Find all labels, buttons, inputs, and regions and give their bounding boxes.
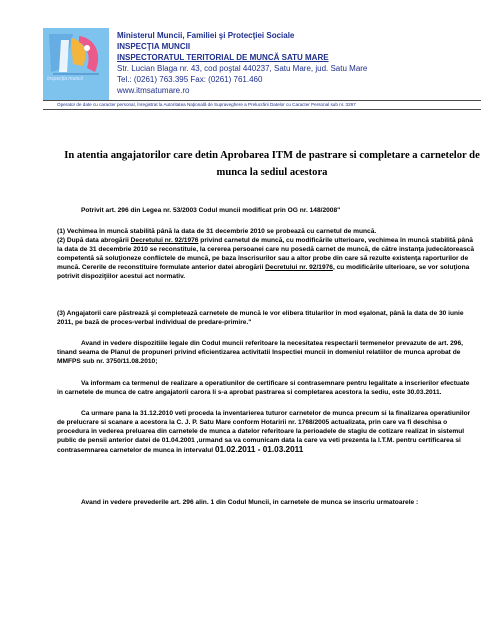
legal-basis [57,206,477,215]
paragraph-1 [57,227,477,236]
itm-logo [43,28,109,100]
inspection-name: INSPECŢIA MUNCII [117,42,191,51]
ministry-name: Ministerul Muncii, Familiei şi Protecţiei Sociale [117,31,295,40]
paragraph-5 [57,379,477,397]
paragraph-6-body: Ca urmare pana la 31.12.2010 veti proceda la inventarierea tuturor carnetelor de munca precum si la finalizarea operatiunilor de prelucrare si scanare a acestora la C. J. P. Satu Mare conform Hotaririi nr. 1768/2005 actualizata, prin care va fi deschisa o procedura in vederea preluarea din carnetele de munca a datelor referitoare la perioadele de stagiu de cotizare realizat in sistemul public de pensii anterior datei de 01.04.2001 ,urmand sa va comunicam data la care va veti prezenta la I.T.M. pentru certificarea si contrasemnarea carnetelor de munca in intervalul [57,410,471,454]
phone-line: Tel.: (0261) 763.395 Fax: (0261) 761.460 [117,75,263,84]
paragraph-6 [57,409,477,455]
legal-basis-text: Potrivit art. 296 din Legea nr. 53/2003 Codul muncii modificat prin OG nr. 148/2008" [81,207,341,214]
address-line: Str. Lucian Blaga nr. 43, cod poştal 440237, Satu Mare, jud. Satu Mare [117,64,368,73]
paragraph-1-text: (1) Vechimea în muncă stabilită până la data de 31 decembrie 2010 se probează cu carnetul de muncă. [57,228,377,235]
paragraph-2 [57,236,477,281]
paragraph-7 [57,498,477,507]
paragraph-3-text: (3) Angajatorii care păstrează şi completează carnetele de muncă le vor elibera titularilor în mod eşalonat, până la data de 30 iunie 2011, pe bază de proces-verbal individual de predare-primire." [57,310,464,326]
header-rule-top [43,100,481,101]
decree-reference-1: Decretului nr. 92/1976 [130,237,199,244]
territorial-name: INSPECTORATUL TERITORIAL DE MUNCĂ SATU MARE [117,53,329,62]
paragraph-4-text: Avand in vedere dispozitiile legale din Codul muncii referitoare la necesitatea respectarii termenelor prevazute de art. 296, tinand seama de Planul de propuneri privind eficientizarea activitatii Inspectiei muncii in domeniul relatiilor de munca aprobat de MMFPS sub nr. 3750/11.08.2010; [57,340,463,365]
paragraph-7-text: Avand in vedere prevederile art. 296 alin. 1 din Codul Muncii, in carnetele de munca se inscriu urmatoarele : [81,499,419,506]
paragraph-4 [57,339,477,366]
letterhead [117,30,477,96]
paragraph-2-text [57,236,477,281]
certification-interval: 01.02.2011 - 01.03.2011 [214,445,304,454]
decree-reference-2: Decretului nr. 92/1976 [265,264,333,271]
website-link[interactable]: www.itmsatumare.ro [117,86,190,95]
paragraph-2-part-b: privind carnetul de muncă, cu modificările ulterioare, vechimea în muncă stabilită până la data de 31 decembrie 2010 se reconstituie, la cererea persoanei care nu posedă carnet de muncă, de către instanţa judecătorească competentă să soluţioneze conflictele de muncă, pe baza înscrisurilor sau a altor probe din care să rezulte existenţa raporturilor de muncă. Cererile de reconstituire formulate anterior datei abrogării [57,237,475,271]
paragraph-2-part-a: (2) După data abrogării [57,237,131,244]
paragraph-6-text [57,409,477,455]
logo-caption: Inspecţia muncii [47,76,83,82]
paragraph-3 [57,309,477,327]
paragraph-5-text: Va informam ca termenul de realizare a operatiunilor de certificare si contrasemnare pentru legalitate a inscrierilor efectuate in carnetele de munca de catre angajatorii carora li s-a aprobat pastrarea si completarea acestora la sediu, este 30.03.2011. [57,380,470,396]
notice-title: In atentia angajatorilor care detin Aprobarea ITM de pastrare si completare a carnetelor de munca la sediul acestora [64,150,480,178]
paragraph-2-part-c: , cu modificările ulterioare, se vor soluţiona potrivit dispoziţiilor acestui act normativ. [57,264,470,280]
operator-note: Operator de date cu caracter personal, înregistrat la Autoritatea Naţională de Supraveghere a Prelucrării Datelor cu Caracter Personal sub nr. 3297 [57,102,356,107]
logo-graphic-icon [43,28,109,100]
header-rule-bottom [43,109,481,110]
